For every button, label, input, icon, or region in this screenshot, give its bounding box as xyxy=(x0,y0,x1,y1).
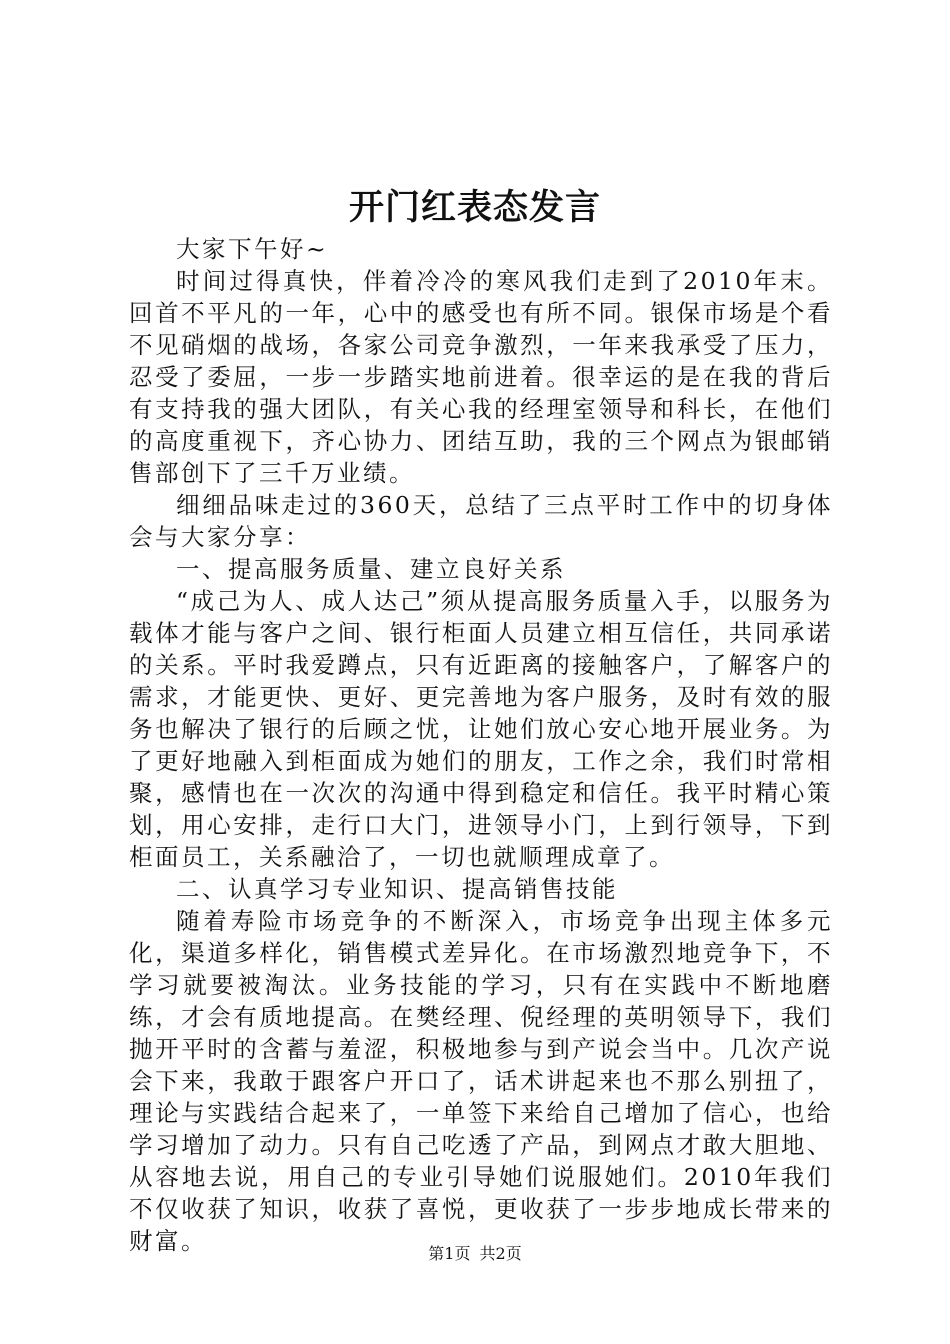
section-heading: 一、提高服务质量、建立良好关系 xyxy=(176,555,566,583)
body-paragraph: 时间过得真快，伴着冷冷的寒风我们走到了2010年末。回首不平凡的一年，心中的感受也有所不同。银保市场是个看不见硝烟的战场，各家公司竞争激烈，一年来我承受了压力，忍受了委屈，一步一步踏实地前进着。很幸运的是在我的背后有支持我的强大团队，有关心我的经理室领导和科长，在他们的高度重视下，齐心协力、团结互助，我的三个网点为银邮销售部创下了三千万业绩。 xyxy=(129,267,833,487)
page-number: 第1页 xyxy=(428,1244,471,1263)
body-paragraph: “成己为人、成人达己”须从提高服务质量入手，以服务为载体才能与客户之间、银行柜面人员建立相互信任，共同承诺的关系。平时我爱蹲点，只有近距离的接触客户，了解客户的需求，才能更快、更好、更完善地为客户服务，及时有效的服务也解决了银行的后顾之忧，让她们放心安心地开展业务。为了更好地融入到柜面成为她们的朋友，工作之余，我们时常相聚，感情也在一次次的沟通中得到稳定和信任。我平时精心策划，用心安排，走行口大门，进领导小门，上到行领导，下到柜面员工，关系融洽了，一切也就顺理成章了。 xyxy=(129,587,833,871)
greeting-paragraph: 大家下午好~ xyxy=(176,235,329,263)
section-heading: 二、认真学习专业知识、提高销售技能 xyxy=(176,875,618,903)
body-paragraph: 随着寿险市场竞争的不断深入，市场竞争出现主体多元化，渠道多样化，销售模式差异化。在市场激烈地竞争下，不学习就要被淘汰。业务技能的学习，只有在实践中不断地磨练，才会有质地提高。在樊经理、倪经理的英明领导下，我们抛开平时的含蓄与羞涩，积极地参与到产说会当中。几次产说会下来，我敢于跟客户开口了，话术讲起来也不那么别扭了，理论与实践结合起来了，一单签下来给自己增加了信心，也给学习增加了动力。只有自己吃透了产品，到网点才敢大胆地、从容地去说，用自己的专业引导她们说服她们。2010年我们不仅收获了知识，收获了喜悦，更收获了一步步地成长带来的财富。 xyxy=(129,907,833,1255)
page-footer xyxy=(0,1243,950,1265)
document-body xyxy=(129,233,833,1257)
body-paragraph: 细细品味走过的360天，总结了三点平时工作中的切身体会与大家分享： xyxy=(129,491,833,551)
page-total: 共2页 xyxy=(479,1244,522,1263)
document-title: 开门红表态发言 xyxy=(348,187,601,228)
